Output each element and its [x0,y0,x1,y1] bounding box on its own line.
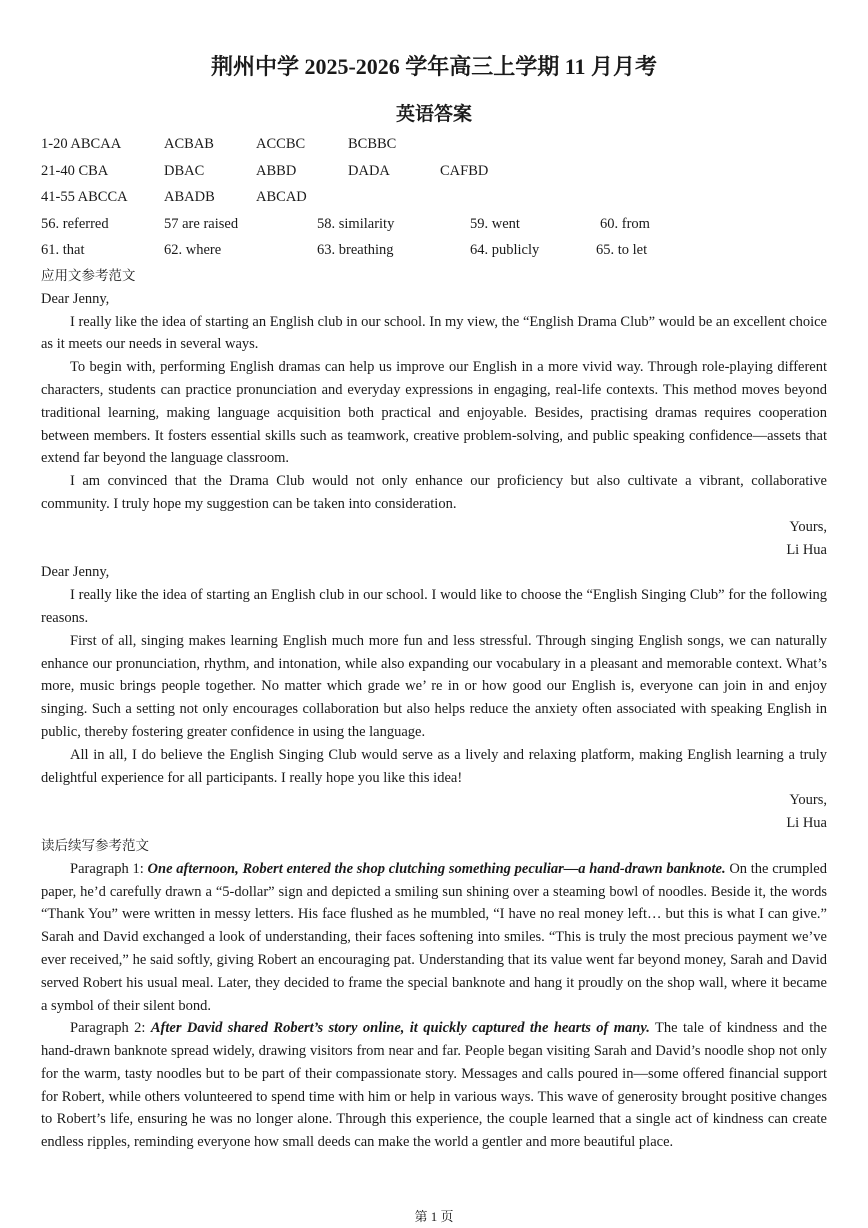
answer-row-1-20 [41,136,841,163]
answer-cell: ACCBC [256,136,306,152]
section-label-writing: 应用文参考范文 [41,268,136,284]
answer-row-41-55 [41,189,841,216]
paragraph-prefix: Paragraph 1: [70,860,148,877]
continuation-paragraph-1 [41,858,827,1018]
continuation-paragraph-2 [41,1017,827,1154]
letter2-signature: Li Hua [786,815,827,832]
letter2-paragraph-1: I really like the idea of starting an English club in our school. I would like to choose the “English Singing Club” for the following reasons. [41,587,827,626]
answer-cell: 21-40 CBA [41,162,109,179]
answer-cell: 59. went [470,215,520,232]
answer-key [41,136,841,269]
answer-row-21-40 [41,163,841,190]
answer-cell: 62. where [164,242,222,258]
answer-cell: DBAC [164,162,205,179]
answer-cell: 41-55 ABCCA [41,189,128,205]
answer-cell: 61. that [41,242,85,258]
paragraph-text: The tale of kindness and the hand-drawn banknote spread widely, drawing visitors from near and far. People began visiting Sarah and David’s noodle shop not only for the warm, tasty noodles but to be part of their compassionate story. Messages and calls poured in—some offered financial support for Robert, while others volunteered to spend time with him or help in various ways. This wave of generosity brought positive changes to Robert’s life, ensuring he was no longer alone. Through this experience, the couple learned that a single act of kindness can create endless ripples, reminding everyone how small deeds can make the world a gentler and more beautiful place. [41,1020,827,1151]
answer-cell: 64. publicly [470,242,540,258]
page-subtitle: 英语答案 [395,104,472,125]
letter1-signature: Li Hua [786,541,827,558]
answer-cell: ACBAB [164,136,214,152]
section-label-continuation: 读后续写参考范文 [41,837,149,854]
paragraph-lead-sentence: One afternoon, Robert entered the shop clutching something peculiar—a hand-drawn banknote. [147,860,726,877]
letter1-paragraph-2: To begin with, performing English dramas can help us improve our English in a more vivid way. Through role-playing different characters, students can practice pronunciation and everyday expressions in engaging, real-life contexts. This method moves beyond traditional learning, making language acquisition both practical and enjoyable. Besides, practising dramas requires cooperation between members. It fosters essential skills such as teamwork, creative problem-solving, and public speaking confidence—assets that extend far beyond the language classroom. [41,359,827,467]
answer-cell: 65. to let [596,242,648,258]
answer-cell: 63. breathing [317,242,394,258]
page-title: 荆州中学 2025-2026 学年高三上学期 11 月月考 [210,54,658,79]
letter1-paragraph-3: I am convinced that the Drama Club would not only enhance our proficiency but also cultivate a vibrant, collaborative community. I truly hope my suggestion can be taken into consideration. [41,473,827,512]
letter1-salutation: Dear Jenny, [41,290,110,307]
page-number: 第 1 页 [414,1209,454,1224]
answer-cell: DADA [348,162,390,179]
paragraph-text: On the crumpled paper, he’d carefully drawn a “5-dollar” sign and depicted a smiling sun shining over a steaming bowl of noodles. Beside it, the words “Thank You” were written in messy letters. His face flushed as he mumbled, “I have no real money left… but this is what I can give.” Sarah and David exchanged a look of understanding, their faces softening into smiles. “This is truly the most precious payment we’ve ever received,” he said softly, giving Robert an encouraging pat. Understanding that its value went far beyond money, Sarah and David served Robert his usual meal. Later, they decided to frame the special banknote and hang it proudly on the shop wall, where it became a symbol of their silent bond. [41,860,827,1014]
essay-body [41,265,827,1154]
answer-cell: 56. referred [41,215,109,232]
letter1-paragraph-1: I really like the idea of starting an English club in our school. In my view, the “English Drama Club” would be an excellent choice as it meets our needs in several ways. [41,313,827,353]
letter1-closing: Yours, [789,518,827,535]
answer-cell: CAFBD [440,162,489,179]
answer-cell: BCBBC [348,136,397,152]
letter2-closing: Yours, [789,792,827,809]
paragraph-lead-sentence: After David shared Robert’s story online, it quickly captured the hearts of many. [150,1020,650,1037]
answer-row-56-60 [41,216,841,243]
answer-cell: 57 are raised [164,215,239,232]
answer-cell: ABBD [256,162,297,179]
letter2-paragraph-2: First of all, singing makes learning English much more fun and less stressful. Through singing English songs, we can naturally enhance our pronunciation, rhythm, and intonation, while also expanding our vocabulary in a pleasant and memorable context. What’s more, music brings people together. No matter which grade we’ re in or how good our English is, everyone can join in and enjoy singing. Such a setting not only encourages collaboration but also helps reduce the anxiety often associated with speaking English in public, thereby fostering greater confidence in using the language. [41,632,827,740]
answer-cell: ABADB [164,189,215,205]
answer-cell: ABCAD [256,189,307,205]
answer-cell: 1-20 ABCAA [41,136,122,152]
letter2-paragraph-3: All in all, I do believe the English Singing Club would serve as a lively and relaxing platform, making English learning a truly delightful experience for all participants. I really hope you like this idea! [41,746,827,786]
letter2-salutation: Dear Jenny, [41,564,110,581]
answer-cell: 60. from [600,215,650,232]
answer-cell: 58. similarity [317,215,395,232]
paragraph-prefix: Paragraph 2: [70,1020,151,1037]
